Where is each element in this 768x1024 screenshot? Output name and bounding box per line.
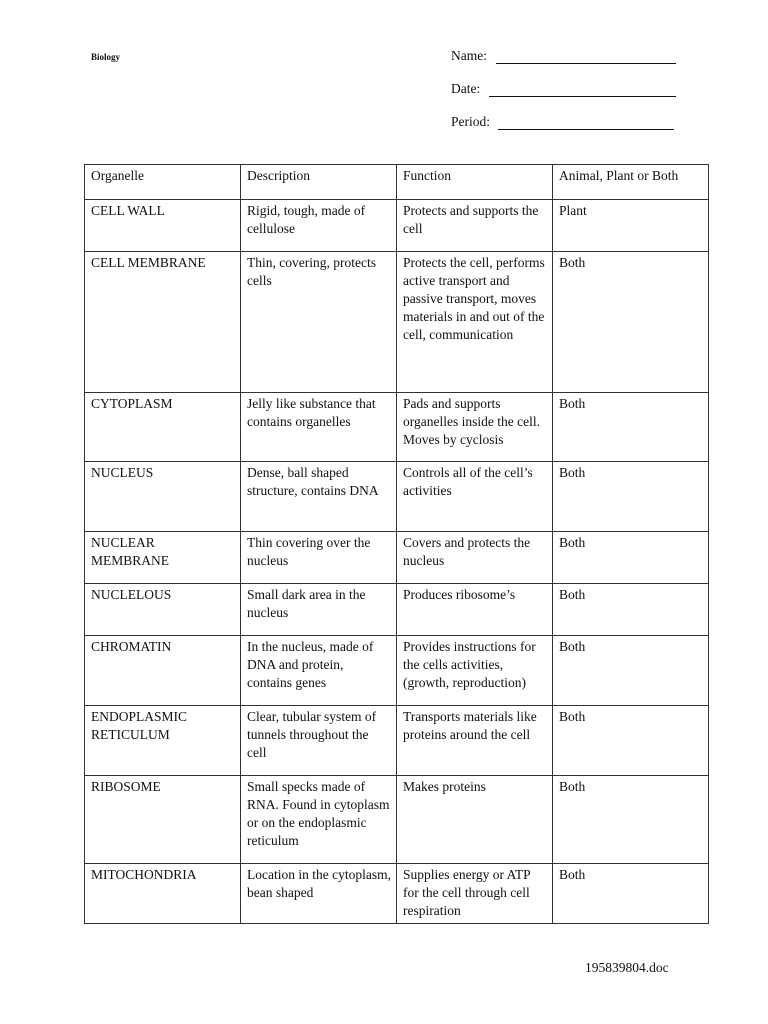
- period-field: [451, 114, 674, 130]
- description-cell: Dense, ball shaped structure, contains DNA: [241, 462, 397, 532]
- description-cell: Small dark area in the nucleus: [241, 584, 397, 636]
- description-cell: Small specks made of RNA. Found in cytoplasm or on the endoplasmic reticulum: [241, 776, 397, 864]
- organelle-cell: NUCLEAR MEMBRANE: [85, 532, 241, 584]
- function-cell: Protects and supports the cell: [397, 200, 553, 252]
- type-cell: Plant: [553, 200, 709, 252]
- description-cell: Jelly like substance that contains organelles: [241, 393, 397, 462]
- description-cell: Thin, covering, protects cells: [241, 252, 397, 393]
- type-cell: Both: [553, 462, 709, 532]
- function-cell: Controls all of the cell’s activities: [397, 462, 553, 532]
- date-label: Date:: [451, 81, 481, 96]
- organelle-cell: RIBOSOME: [85, 776, 241, 864]
- subject-label: Biology: [91, 52, 121, 62]
- column-header-type: Animal, Plant or Both: [553, 165, 709, 200]
- date-blank-line: [489, 82, 676, 97]
- column-header-function: Function: [397, 165, 553, 200]
- name-label: Name:: [451, 48, 487, 63]
- function-cell: Pads and supports organelles inside the cell. Moves by cyclosis: [397, 393, 553, 462]
- document-filename: 195839804.doc: [585, 960, 669, 975]
- column-header-description: Description: [241, 165, 397, 200]
- function-cell: Covers and protects the nucleus: [397, 532, 553, 584]
- organelle-cell: ENDOPLASMIC RETICULUM: [85, 706, 241, 776]
- organelle-cell: CELL MEMBRANE: [85, 252, 241, 393]
- type-cell: Both: [553, 584, 709, 636]
- type-cell: Both: [553, 776, 709, 864]
- name-field: [451, 48, 676, 64]
- organelle-cell: CHROMATIN: [85, 636, 241, 706]
- date-field: [451, 81, 676, 97]
- table-header-row: [85, 165, 709, 200]
- function-cell: Produces ribosome’s: [397, 584, 553, 636]
- function-cell: Makes proteins: [397, 776, 553, 864]
- type-cell: Both: [553, 636, 709, 706]
- description-cell: Thin covering over the nucleus: [241, 532, 397, 584]
- function-cell: Protects the cell, performs active transport and passive transport, moves materials in and out of the cell, communication: [397, 252, 553, 393]
- period-blank-line: [498, 115, 674, 130]
- name-blank-line: [496, 49, 676, 64]
- organelle-cell: CELL WALL: [85, 200, 241, 252]
- table-row: [85, 532, 709, 584]
- type-cell: Both: [553, 706, 709, 776]
- type-cell: Both: [553, 532, 709, 584]
- organelle-cell: NUCLELOUS: [85, 584, 241, 636]
- description-cell: In the nucleus, made of DNA and protein, contains genes: [241, 636, 397, 706]
- organelle-cell: NUCLEUS: [85, 462, 241, 532]
- table-row: [85, 584, 709, 636]
- table-row: [85, 636, 709, 706]
- function-cell: Provides instructions for the cells activities, (growth, reproduction): [397, 636, 553, 706]
- table-row: [85, 200, 709, 252]
- organelle-cell: CYTOPLASM: [85, 393, 241, 462]
- table-row: [85, 393, 709, 462]
- type-cell: Both: [553, 393, 709, 462]
- period-label: Period:: [451, 114, 490, 129]
- column-header-organelle: Organelle: [85, 165, 241, 200]
- table-row: [85, 864, 709, 924]
- table-row: [85, 252, 709, 393]
- type-cell: Both: [553, 864, 709, 924]
- organelle-cell: MITOCHONDRIA: [85, 864, 241, 924]
- description-cell: Rigid, tough, made of cellulose: [241, 200, 397, 252]
- table-row: [85, 776, 709, 864]
- table-row: [85, 706, 709, 776]
- function-cell: Supplies energy or ATP for the cell through cell respiration: [397, 864, 553, 924]
- table-row: [85, 462, 709, 532]
- description-cell: Location in the cytoplasm, bean shaped: [241, 864, 397, 924]
- description-cell: Clear, tubular system of tunnels throughout the cell: [241, 706, 397, 776]
- type-cell: Both: [553, 252, 709, 393]
- function-cell: Transports materials like proteins around the cell: [397, 706, 553, 776]
- organelle-table: [84, 164, 709, 924]
